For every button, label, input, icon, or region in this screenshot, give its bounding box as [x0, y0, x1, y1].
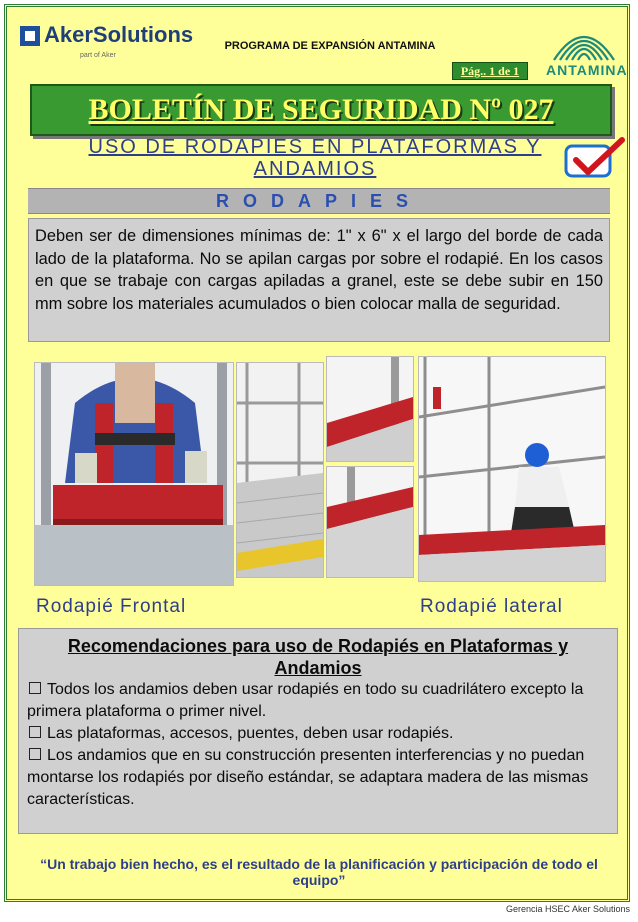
- caption-rodapie-frontal: Rodapié Frontal: [36, 596, 187, 617]
- photo-worker-frontal-toeboard: [34, 362, 234, 586]
- photo-scaffold-platform-corner: [236, 362, 324, 578]
- checkbox-bullet-icon: [29, 726, 41, 738]
- recommendation-text: Todos los andamios deben usar rodapiés en todo su cuadrilátero excepto la primera plataforma o primer nivel.: [27, 681, 584, 720]
- bulletin-subtitle: [80, 136, 550, 180]
- recommendation-item: [27, 679, 609, 723]
- photo-toeboard-detail-top: [326, 356, 414, 462]
- aker-logo-text: AkerSolutions: [44, 22, 194, 47]
- aker-logo-subtext: part of Aker: [80, 52, 116, 59]
- intro-panel: [28, 218, 610, 342]
- photo-toeboard-detail-bottom: [326, 466, 414, 578]
- recommendation-text: Los andamios que en su construcción presenten interferencias y no puedan montarse los rodapiés por diseño estándar, se adaptara madera de las mismas características.: [27, 747, 589, 808]
- aker-solutions-logo: [20, 18, 194, 66]
- footer-credit: Gerencia HSEC Aker Solutions: [505, 904, 630, 914]
- program-title: PROGRAMA DE EXPANSIÓN ANTAMINA: [224, 40, 436, 52]
- antamina-mountain-icon: [546, 16, 622, 62]
- caption-rodapie-lateral: Rodapié lateral: [420, 596, 563, 617]
- recommendation-text: Las plataformas, accesos, puentes, deben usar rodapiés.: [47, 725, 454, 742]
- photo-worker-lateral-toeboard: [418, 356, 606, 582]
- recommendation-item: [27, 723, 609, 745]
- subtitle-line-1: USO DE RODAPIES EN PLATAFORMAS Y: [88, 136, 542, 158]
- page-indicator: Pág.. 1 de 1: [452, 62, 528, 80]
- closing-quote: “Un trabajo bien hecho, es el resultado de la planificación y participación de todo el equipo”: [40, 856, 598, 888]
- recommendation-item: [27, 745, 609, 811]
- bulletin-title-bar: [30, 84, 612, 136]
- bulletin-title: BOLETÍN DE SEGURIDAD Nº 027: [88, 93, 554, 126]
- antamina-logo-text: ANTAMINA: [546, 62, 628, 78]
- intro-text: Deben ser de dimensiones mínimas de: 1" x 6" x el largo del borde de cada lado de la plataforma. No se apilan cargas por sobre el rodapié. En los casos en que se trabaje con cargas apiladas a granel, este se debe subir en 150 mm sobre los materiales acumulados o bien colocar malla de seguridad.: [35, 227, 603, 313]
- checkmark-icon: [564, 136, 628, 180]
- aker-logo-mark-icon: [20, 26, 40, 46]
- checkbox-bullet-icon: [29, 748, 41, 760]
- recommendations-panel: [18, 628, 618, 834]
- checkbox-bullet-icon: [29, 682, 41, 694]
- section-band: [28, 188, 610, 214]
- section-band-title: RODAPIES: [215, 191, 423, 211]
- recommendations-heading: Recomendaciones para uso de Rodapiés en Plataformas y Andamios: [67, 636, 569, 678]
- subtitle-line-2: ANDAMIOS: [253, 158, 377, 180]
- antamina-logo: [546, 16, 628, 82]
